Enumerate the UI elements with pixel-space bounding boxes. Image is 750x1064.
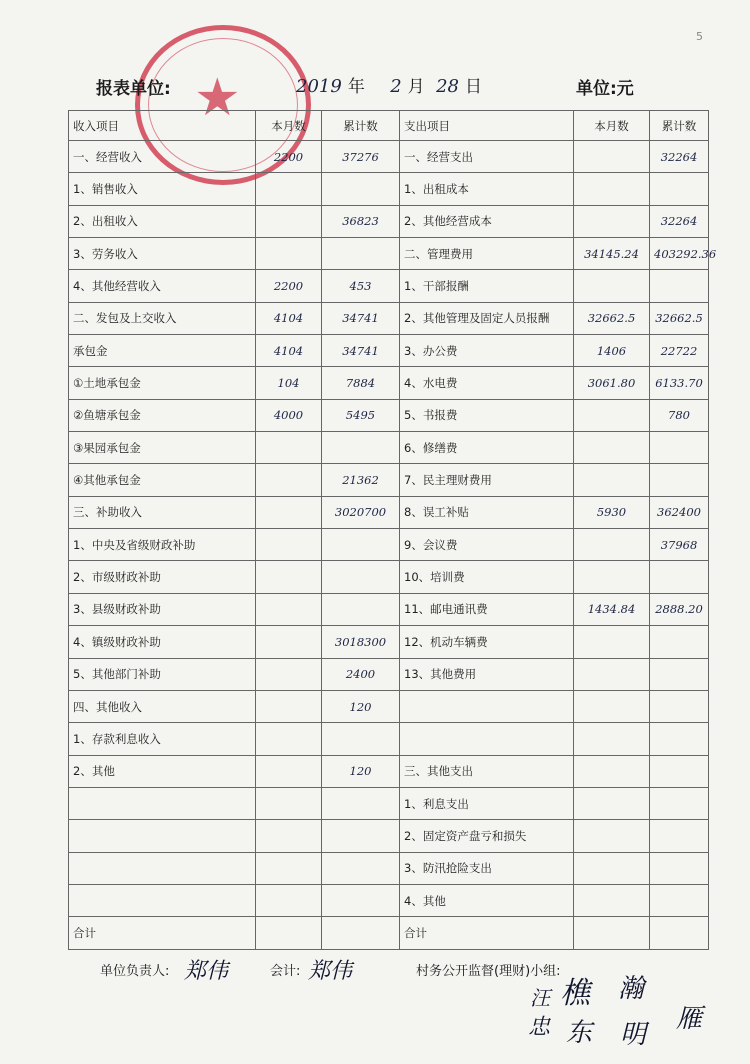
expense-cumulative: 32662.5 [650,302,709,334]
expense-cumulative: 32264 [650,141,709,173]
expense-month-amount [574,723,650,755]
expense-month-amount [574,270,650,302]
table-row [69,205,709,237]
table-row [69,432,709,464]
date-day: 28 [436,76,459,97]
expense-month-amount [574,173,650,205]
income-month-amount [256,690,322,722]
expense-item: 12、机动车辆费 [400,626,574,658]
income-month-amount: 2200 [256,141,322,173]
group-signature-7: 雁 [676,1004,703,1034]
expense-month-amount [574,626,650,658]
expense-item: 1、干部报酬 [400,270,574,302]
expense-cumulative [650,690,709,722]
page-number: 5 [696,30,703,43]
table-row [69,884,709,916]
income-month-amount: 2200 [256,270,322,302]
expense-item: 7、民主理财费用 [400,464,574,496]
expense-month-amount: 32662.5 [574,302,650,334]
expense-month-amount [574,658,650,690]
expense-item: 合计 [400,917,574,949]
income-cumulative [322,238,400,270]
report-unit-label: 报表单位: [96,79,171,99]
table-body [69,141,717,950]
expense-cumulative: 37968 [650,529,709,561]
expense-cumulative: 6133.70 [650,367,709,399]
expense-item: 4、其他 [400,884,574,916]
expense-item: 二、管理费用 [400,238,574,270]
expense-item: 3、办公费 [400,335,574,367]
expense-month-amount [574,852,650,884]
group-signature-6: 明 [620,1020,647,1050]
table-row [69,626,709,658]
date-month-suffix: 月 [407,77,425,97]
accountant-signature: 郑伟 [308,959,353,984]
expense-item: 13、其他费用 [400,658,574,690]
income-cumulative [322,593,400,625]
income-item: 2、其他 [69,755,256,787]
expense-item: 2、固定资产盘亏和损失 [400,820,574,852]
income-cumulative: 21362 [322,464,400,496]
expense-month-amount: 34145.24 [574,238,650,270]
income-cumulative [322,884,400,916]
income-month-amount [256,626,322,658]
table-header-row [69,111,709,141]
table-row [69,755,709,787]
income-expense-table [68,110,717,950]
expense-cumulative [650,820,709,852]
income-cumulative [322,820,400,852]
income-month-amount [256,205,322,237]
expense-month-amount [574,690,650,722]
income-month-amount [256,496,322,528]
responsible-signature: 郑伟 [184,959,229,984]
table-row [69,141,709,173]
income-month-amount [256,561,322,593]
income-cumulative: 36823 [322,205,400,237]
income-cumulative: 34741 [322,302,400,334]
table-row [69,917,709,949]
table-row [69,270,709,302]
expense-month-amount [574,561,650,593]
date-day-suffix: 日 [464,77,482,97]
table-row [69,464,709,496]
header-expense-item: 支出项目 [400,111,574,141]
date-year: 2019 [296,76,342,97]
header-cumulative-2: 累计数 [650,111,709,141]
income-month-amount [256,820,322,852]
income-item: 1、销售收入 [69,173,256,205]
expense-cumulative: 403292.36 [650,238,709,270]
expense-month-amount [574,820,650,852]
table-row [69,690,709,722]
income-cumulative: 7884 [322,367,400,399]
income-item: 4、其他经营收入 [69,270,256,302]
income-cumulative [322,432,400,464]
expense-cumulative [650,658,709,690]
income-month-amount: 4104 [256,335,322,367]
group-signature-3: 瀚 [618,974,645,1004]
income-item: 一、经营收入 [69,141,256,173]
expense-cumulative: 22722 [650,335,709,367]
report-date [296,72,488,97]
group-signature-5: 东 [566,1018,593,1048]
income-cumulative: 5495 [322,399,400,431]
group-signature-4: 忠 [528,1015,551,1040]
table-row [69,173,709,205]
income-month-amount: 4000 [256,399,322,431]
responsible-label: 单位负责人: [100,964,170,979]
income-month-amount [256,593,322,625]
income-month-amount [256,723,322,755]
expense-item: 10、培训费 [400,561,574,593]
table-row [69,658,709,690]
table-row [69,399,709,431]
expense-month-amount [574,141,650,173]
expense-cumulative [650,464,709,496]
expense-month-amount [574,464,650,496]
expense-item: 6、修缮费 [400,432,574,464]
expense-cumulative: 2888.20 [650,593,709,625]
income-item: 合计 [69,917,256,949]
income-month-amount [256,464,322,496]
income-item [69,820,256,852]
expense-cumulative [650,270,709,302]
expense-item: 2、其他经营成本 [400,205,574,237]
income-item: 3、劳务收入 [69,238,256,270]
expense-month-amount: 1406 [574,335,650,367]
income-item: 3、县级财政补助 [69,593,256,625]
income-cumulative: 3018300 [322,626,400,658]
expense-item: 8、误工补贴 [400,496,574,528]
expense-item: 9、会议费 [400,529,574,561]
income-cumulative: 120 [322,690,400,722]
table-row [69,723,709,755]
income-item: ②鱼塘承包金 [69,399,256,431]
group-signature-2: 樵 [560,976,590,1011]
expense-month-amount [574,432,650,464]
income-item: 2、出租收入 [69,205,256,237]
expense-month-amount [574,917,650,949]
header-month-amount: 本月数 [256,111,322,141]
expense-item: 三、其他支出 [400,755,574,787]
income-item [69,787,256,819]
income-item: 2、市级财政补助 [69,561,256,593]
expense-cumulative [650,755,709,787]
income-item: 4、镇级财政补助 [69,626,256,658]
expense-cumulative [650,432,709,464]
income-cumulative [322,173,400,205]
table-row [69,302,709,334]
income-month-amount [256,852,322,884]
header-cumulative: 累计数 [322,111,400,141]
income-cumulative [322,723,400,755]
income-cumulative: 120 [322,755,400,787]
currency-unit-label: 单位:元 [576,79,634,99]
income-item [69,884,256,916]
income-cumulative [322,529,400,561]
table-row [69,496,709,528]
date-month: 2 [390,76,402,97]
expense-cumulative [650,787,709,819]
header-income-item: 收入项目 [69,111,256,141]
table-row [69,593,709,625]
table-row [69,335,709,367]
income-month-amount: 104 [256,367,322,399]
group-signature-1: 汪 [530,986,550,1010]
header-month-amount-2: 本月数 [574,111,650,141]
income-month-amount [256,884,322,916]
income-cumulative [322,561,400,593]
date-year-suffix: 年 [347,77,365,97]
income-item: 四、其他收入 [69,690,256,722]
income-month-amount [256,787,322,819]
income-item: ①土地承包金 [69,367,256,399]
income-cumulative [322,852,400,884]
expense-item: 1、利息支出 [400,787,574,819]
table-row [69,561,709,593]
income-month-amount: 4104 [256,302,322,334]
expense-cumulative [650,626,709,658]
supervision-group-label: 村务公开监督(理财)小组: [416,964,561,979]
expense-cumulative [650,852,709,884]
income-item: 1、中央及省级财政补助 [69,529,256,561]
expense-cumulative: 32264 [650,205,709,237]
table-row [69,852,709,884]
seal-star-icon: ★ [194,68,241,128]
expense-item: 5、书报费 [400,399,574,431]
income-month-amount [256,658,322,690]
income-item: ③果园承包金 [69,432,256,464]
expense-item: 1、出租成本 [400,173,574,205]
expense-month-amount: 3061.80 [574,367,650,399]
table-row [69,367,709,399]
table-row [69,529,709,561]
expense-cumulative: 780 [650,399,709,431]
expense-month-amount [574,755,650,787]
table-row [69,820,709,852]
expense-item: 11、邮电通讯费 [400,593,574,625]
expense-item: 2、其他管理及固定人员报酬 [400,302,574,334]
income-month-amount [256,173,322,205]
expense-item [400,723,574,755]
income-item: 二、发包及上交收入 [69,302,256,334]
expense-item: 3、防汛抢险支出 [400,852,574,884]
income-month-amount [256,529,322,561]
expense-month-amount: 1434.84 [574,593,650,625]
income-item: 三、补助收入 [69,496,256,528]
income-item [69,852,256,884]
expense-month-amount [574,205,650,237]
table-row [69,238,709,270]
income-item: 承包金 [69,335,256,367]
income-cumulative: 3020700 [322,496,400,528]
expense-cumulative [650,561,709,593]
expense-cumulative [650,723,709,755]
income-cumulative [322,787,400,819]
expense-item: 4、水电费 [400,367,574,399]
income-cumulative [322,917,400,949]
expense-item [400,690,574,722]
income-item: 5、其他部门补助 [69,658,256,690]
income-month-amount [256,755,322,787]
expense-month-amount [574,787,650,819]
expense-month-amount [574,529,650,561]
expense-cumulative [650,917,709,949]
expense-month-amount [574,884,650,916]
income-item: 1、存款利息收入 [69,723,256,755]
income-cumulative: 453 [322,270,400,302]
table-row [69,787,709,819]
accountant-label: 会计: [270,964,301,979]
income-month-amount [256,432,322,464]
income-month-amount [256,917,322,949]
expense-cumulative: 362400 [650,496,709,528]
expense-month-amount [574,399,650,431]
expense-item: 一、经营支出 [400,141,574,173]
income-item: ④其他承包金 [69,464,256,496]
expense-cumulative [650,884,709,916]
income-cumulative: 37276 [322,141,400,173]
income-month-amount [256,238,322,270]
expense-cumulative [650,173,709,205]
income-cumulative: 34741 [322,335,400,367]
expense-month-amount: 5930 [574,496,650,528]
income-cumulative: 2400 [322,658,400,690]
